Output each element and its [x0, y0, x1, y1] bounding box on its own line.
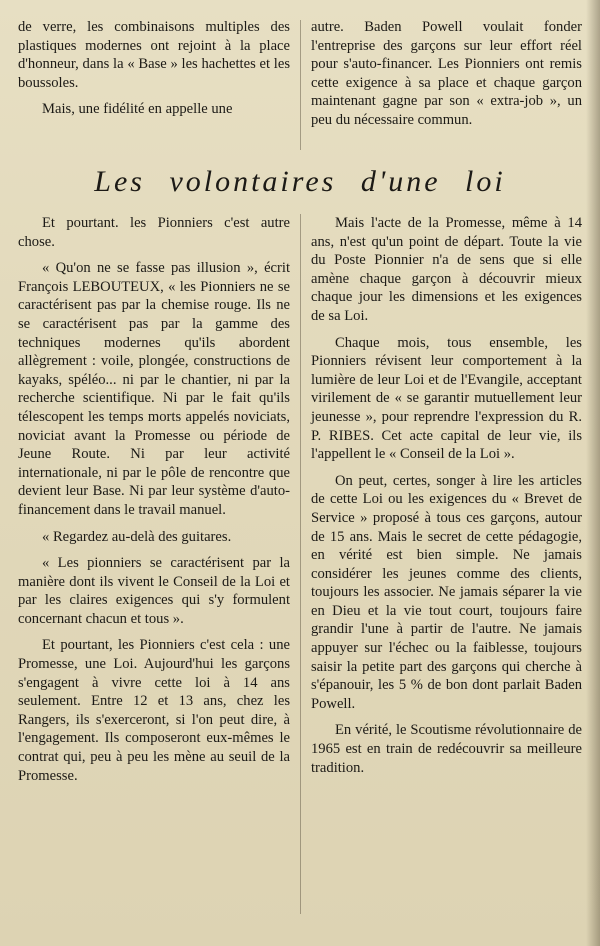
top-right-column [311, 18, 582, 130]
paragraph: Mais l'acte de la Promesse, même à 14 ans, n'est qu'un point de départ. Toute la vie du Poste Pionnier n'a de sens que si elle amène chaque garçon à découvrir mieux chaque jour les dimensions et les exigences de sa Loi. [311, 215, 582, 324]
top-left-column [18, 18, 290, 119]
paragraph: « Qu'on ne se fasse pas illusion », écrit François LEBOUTEUX, « les Pionniers ne se caractérisent pas par la chemise rouge. Ils ne se caractérisent pas par la gamme des techniques modernes qu'ils abordent allègrement : voile, plongée, constructions de kayaks, spéléo... ni par le chantier, ni par la recherche scientifique. Ni par le fait qu'ils télescopent les temps morts appelés noviciats, noviciat avant la Promesse ou période de Jeune Route. Ni par leur activité internationale, ni par le pôle de rencontre que devient leur Base. Ni par leur système d'auto-financement dans le travail manuel. [18, 260, 290, 518]
paragraph: de verre, les combinaisons multiples des plastiques modernes ont rejoint à la place d'honneur, dans la « Base » les hachettes et les boussoles. [18, 19, 290, 91]
paragraph: Chaque mois, tous ensemble, les Pionniers révisent leur comportement à la lumière de leur Loi et de l'Evangile, acceptant virilement de « se garantir mutuellement leur jeunesse », pour reprendre l'expression du R. P. RIBES. Cet acte capital de leur vie, ils l'appellent le « Conseil de la Loi ». [311, 334, 582, 463]
column-divider [300, 214, 301, 914]
bottom-left-column [18, 214, 290, 785]
paragraph: « Les pionniers se caractérisent par la manière dont ils vivent le Conseil de la Loi et par les claires exigences qui s'y formulent concernant chacun et tous ». [18, 555, 290, 627]
paragraph: Et pourtant, les Pionniers c'est cela : une Promesse, une Loi. Aujourd'hui les garçons s'engagent à vivre cette loi à 14 ans seulement. Entre 12 et 13 ans, chez les Rangers, ils s'exerceront, si l'on peut dire, à l'engagement. Ils composeront eux-mêmes le contrat qui, peu à peu les mène au seuil de la Promesse. [18, 637, 290, 784]
column-divider [300, 20, 301, 150]
paragraph: Et pourtant. les Pionniers c'est autre chose. [18, 215, 290, 250]
paragraph: « Regardez au-delà des guitares. [42, 528, 232, 545]
paragraph: En vérité, le Scoutisme révolutionnaire de 1965 est en train de redécouvrir sa meilleure tradition. [311, 722, 582, 776]
bottom-right-column [311, 214, 582, 777]
article-headline: Les volontaires d'une loi [94, 165, 506, 198]
paragraph: On peut, certes, songer à lire les articles de cette Loi ou les exigences du « Brevet de Service » proposé à tous ces garçons, autour de 15 ans. Mais le secret de cette pédagogie, en vérité est bien simple. Ne jamais considérer les jeunes comme des clients, toujours les associer. Ne jamais séparer la vie en Dieu et la vie tout court, toujours faire grandir l'une à partir de l'autre. Ne jamais appuyer sur l'échec ou la faiblesse, toujours saisir la petite part des garçons qui cherche à s'épanouir, les 5 % de bon dont parlait Baden Powell. [311, 472, 582, 712]
paragraph: Mais, une fidélité en appelle une [42, 101, 233, 118]
paragraph: autre. Baden Powell voulait fonder l'entreprise des garçons sur leur effort réel pour s'auto-financer. Les Pionniers ont remis cette exigence à sa place et chaque garçon maintenant gagne par son « extra-job », un peu du nécessaire commun. [311, 19, 582, 128]
page-edge-shadow [586, 0, 600, 946]
